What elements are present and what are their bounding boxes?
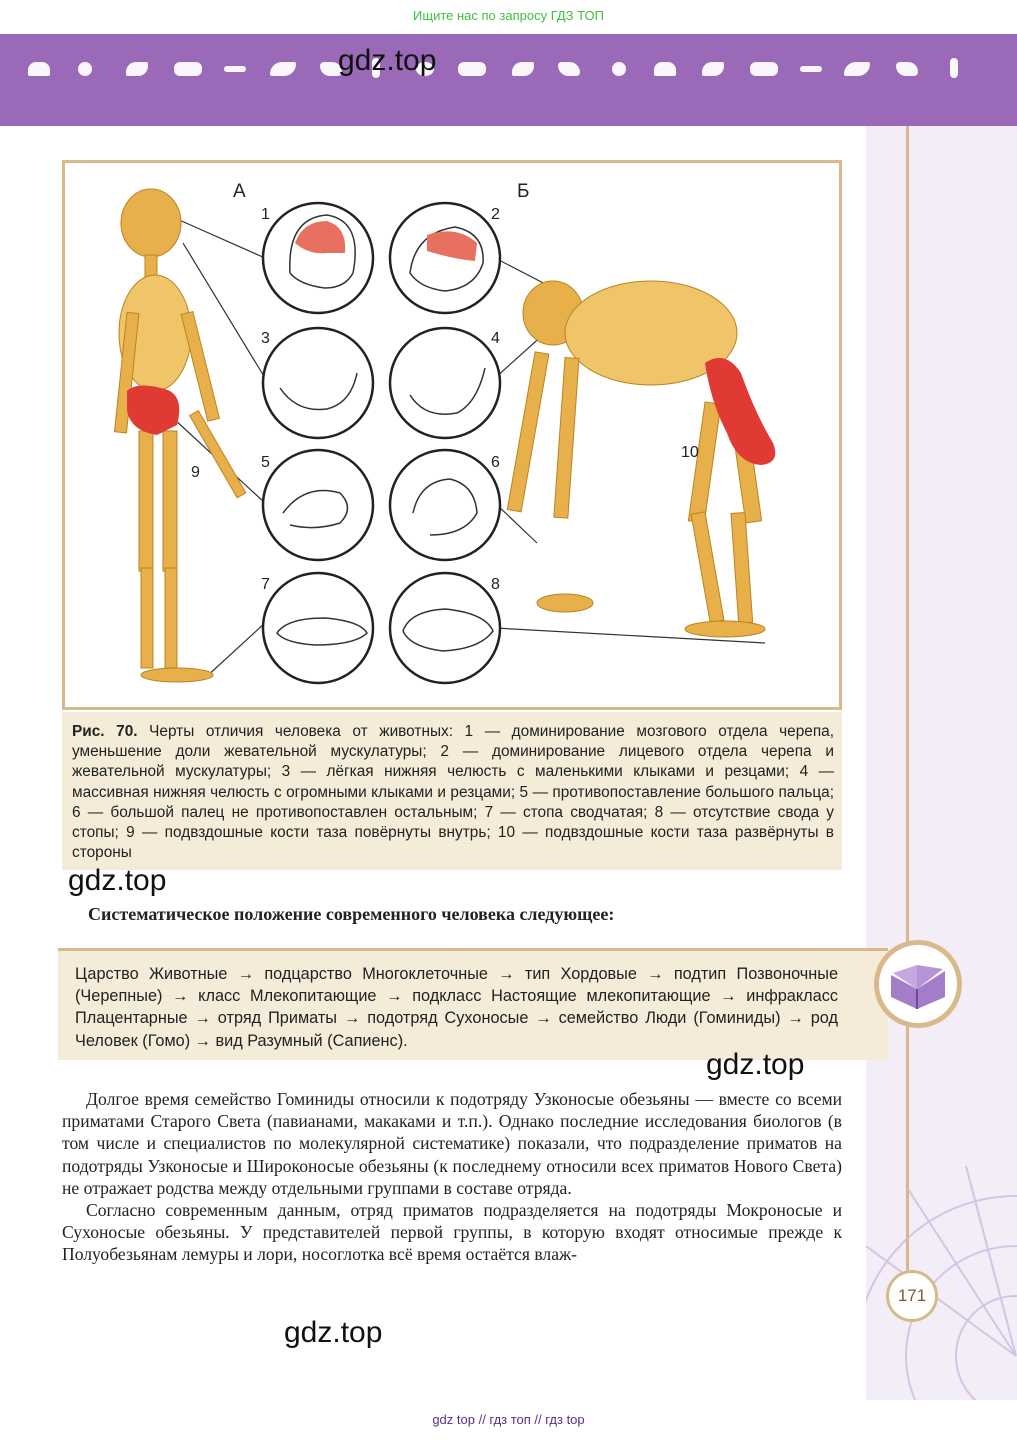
detail-circle-8 <box>390 573 500 683</box>
detail-circle-5 <box>263 450 373 560</box>
detail-circle-7 <box>263 573 373 683</box>
right-margin-panel <box>866 126 1017 1400</box>
watermark: gdz.top <box>706 1048 805 1081</box>
group-label-b: Б <box>517 181 530 202</box>
book-badge <box>874 940 962 1028</box>
detail-circle-1 <box>263 203 373 313</box>
figure-number: 2 <box>491 206 500 223</box>
animal-icon <box>458 62 486 76</box>
ape-skeleton <box>507 281 765 637</box>
animal-icon <box>950 58 958 78</box>
figure-number: 7 <box>261 576 270 593</box>
animal-icon <box>654 62 676 76</box>
search-promo-banner[interactable]: Ищите нас по запросу ГДЗ ТОП <box>0 0 1017 34</box>
figure-number: 8 <box>491 576 500 593</box>
detail-circle-3 <box>263 328 373 438</box>
animal-icon <box>512 62 534 76</box>
figure-caption-text: Черты отличия человека от животных: 1 — доминирование мозгового отдела черепа, уменьшение доли жевательной мускулатуры; 2 — доминирование лицевого отдела черепа и жевательной мускулатуры; 3 — лёгкая нижняя челюсть с маленькими клыками и резцами; 4 — массивная нижняя челюсть с огромными клыками и резцами; 5 — противопоставление большого пальца; 6 — большой палец не противопоставлен остальным; 7 — стопа сводчатая; 8 — отсутствие свода у стопы; 9 — подвздошные кости таза повёрнуты внутрь; 10 — подвздошные кости таза развёрнуты в стороны <box>72 723 834 862</box>
animal-icon <box>174 62 202 76</box>
figure-skeleton-comparison <box>62 160 842 710</box>
footer-links[interactable]: gdz top // гдз топ // гдз top <box>0 1400 1017 1440</box>
figure-number: 5 <box>261 454 270 471</box>
figure-number: 4 <box>491 330 500 347</box>
open-book-icon <box>879 945 957 1023</box>
group-label-a: А <box>233 181 246 202</box>
taxonomy-text: Царство Животные → подцарство Многоклеточные → тип Хордовые → подтип Позвоночные (Черепные) → класс Млекопитающие → подкласс Настоящие млекопитающие → инфракласс Плацентарные → отряд Приматы → подотряд Сухоносые → семейство Люди (Гоминиды) → род Человек (Гомо) → вид Разумный (Сапиенс). <box>75 965 838 1050</box>
watermark: gdz.top <box>338 44 437 77</box>
systematics-heading: Систематическое положение современного человека следующее: <box>88 904 615 924</box>
figure-number: 1 <box>261 206 270 223</box>
margin-rule <box>906 126 909 1276</box>
margin-rosette-decoration <box>866 126 1017 1400</box>
watermark: gdz.top <box>68 864 167 897</box>
animal-icon <box>800 66 822 72</box>
animal-icon <box>126 62 148 76</box>
paragraph: Согласно современным данным, отряд приматов подразделяется на подотряды Мокроносые и Сухоносые обезьяны. У представителей первой группы, в которую входят относимые прежде к Полуобезьянам лемуры и лори, носоглотка всё время остаётся влаж- <box>62 1200 842 1265</box>
human-skeleton <box>114 189 245 682</box>
figure-ref: Рис. 70. <box>72 723 138 740</box>
paragraph: Долгое время семейство Гоминиды относили к подотряду Узконосые обезьяны — вместе со всеми приматами Старого Света (павианами, макаками и т.п.). Однако последние исследования биологов (в том числе и специалистов по молекулярной систематике) показали, что подразделение приматов на подотряды Узконосые и Широконосые обезьяны (к последнему относили всех приматов Нового Света) не отражает родства между отдельными группами в составе отряда. <box>62 1089 842 1198</box>
figure-caption <box>62 712 842 870</box>
animal-icon <box>558 62 580 76</box>
animal-silhouettes-row <box>22 54 972 84</box>
animal-icon <box>612 62 626 76</box>
detail-circle-4 <box>390 328 500 438</box>
animal-icon <box>844 62 870 76</box>
figure-number: 9 <box>191 464 200 481</box>
taxonomy-box <box>58 948 888 1060</box>
detail-circle-6 <box>390 450 500 560</box>
watermark: gdz.top <box>284 1316 383 1349</box>
figure-number: 6 <box>491 454 500 471</box>
skeleton-illustration <box>65 163 839 707</box>
figure-number: 10 <box>681 444 699 461</box>
animal-icon <box>28 62 50 76</box>
page-number: 171 <box>886 1270 938 1322</box>
animal-icon <box>896 62 918 76</box>
animal-icon <box>270 62 296 76</box>
human-pelvis <box>127 385 179 435</box>
animal-icon <box>750 62 778 76</box>
animal-icon <box>702 62 724 76</box>
animal-icon <box>224 66 246 72</box>
body-text <box>62 1088 842 1266</box>
animal-icon <box>78 62 92 76</box>
figure-number: 3 <box>261 330 270 347</box>
